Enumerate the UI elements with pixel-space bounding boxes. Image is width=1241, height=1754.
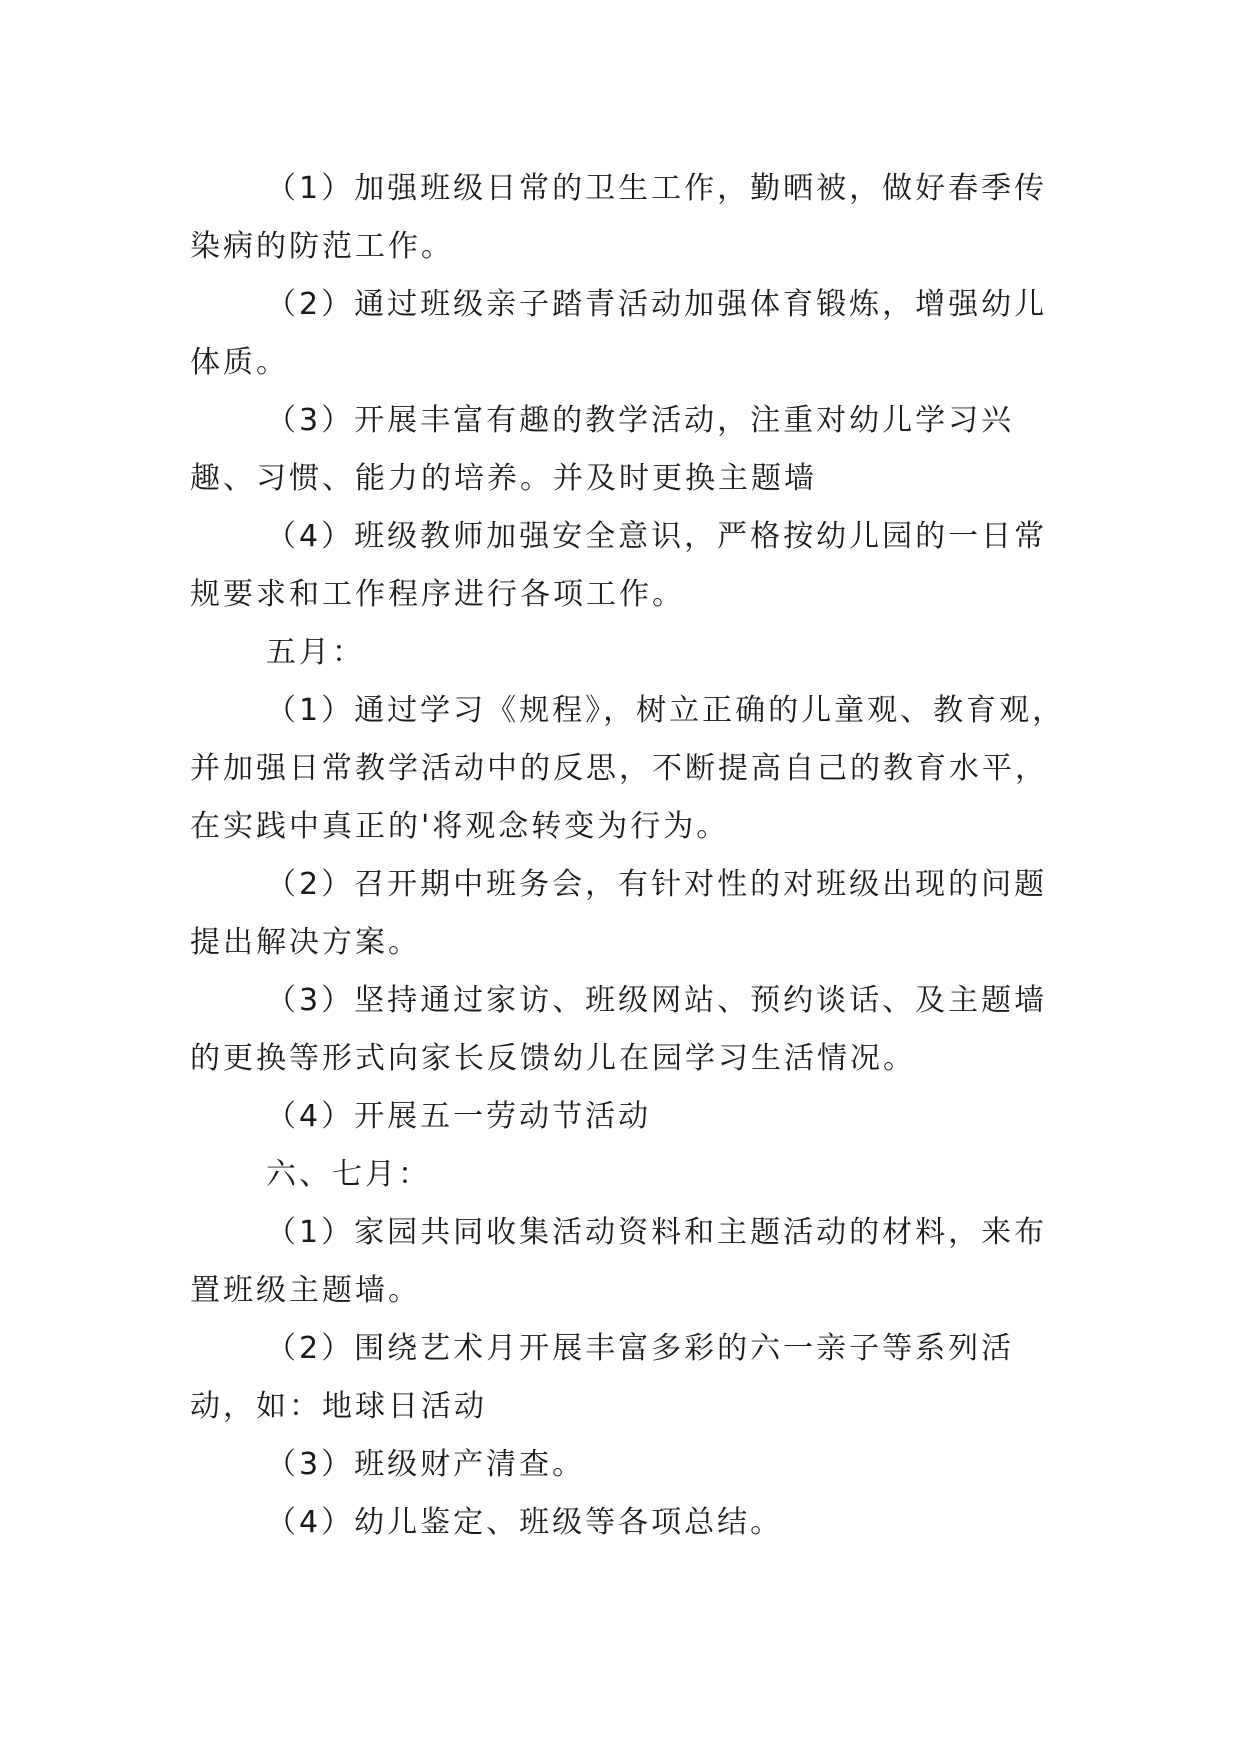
paragraph-april-item-3: （3）开展丰富有趣的教学活动，注重对幼儿学习兴趣、习惯、能力的培养。并及时更换主题墙 xyxy=(190,403,1015,496)
paragraph-june-item-3: （3）班级财产清查。 xyxy=(266,1447,586,1482)
document-body xyxy=(190,160,1070,1552)
paragraph-april-item-4: （4）班级教师加强安全意识，严格按幼儿园的一日常规要求和工作程序进行各项工作。 xyxy=(190,519,1048,612)
paragraph-may-item-2: （2）召开期中班务会，有针对性的对班级出现的问题提出解决方案。 xyxy=(190,867,1048,960)
section-heading-may: 五月： xyxy=(266,635,365,670)
paragraph-june-item-1: （1）家园共同收集活动资料和主题活动的材料，来布置班级主题墙。 xyxy=(190,1215,1048,1308)
paragraph-april-item-2: （2）通过班级亲子踏青活动加强体育锻炼，增强幼儿体质。 xyxy=(190,287,1048,380)
paragraph-may-item-3: （3）坚持通过家访、班级网站、预约谈话、及主题墙的更换等形式向家长反馈幼儿在园学习生活情况。 xyxy=(190,983,1048,1076)
paragraph-june-item-4: （4）幼儿鉴定、班级等各项总结。 xyxy=(266,1505,784,1540)
paragraph-april-item-1: （1）加强班级日常的卫生工作，勤晒被，做好春季传染病的防范工作。 xyxy=(190,171,1048,264)
section-heading-june-july: 六、七月： xyxy=(266,1157,431,1192)
paragraph-may-item-1: （1）通过学习《规程》，树立正确的儿童观、教育观，并加强日常教学活动中的反思，不断提高自己的教育水平，在实践中真正的'将观念转变为行为。 xyxy=(190,693,1066,844)
paragraph-june-item-2: （2）围绕艺术月开展丰富多彩的六一亲子等系列活动，如：地球日活动 xyxy=(190,1331,1015,1424)
paragraph-may-item-4: （4）开展五一劳动节活动 xyxy=(266,1099,652,1134)
